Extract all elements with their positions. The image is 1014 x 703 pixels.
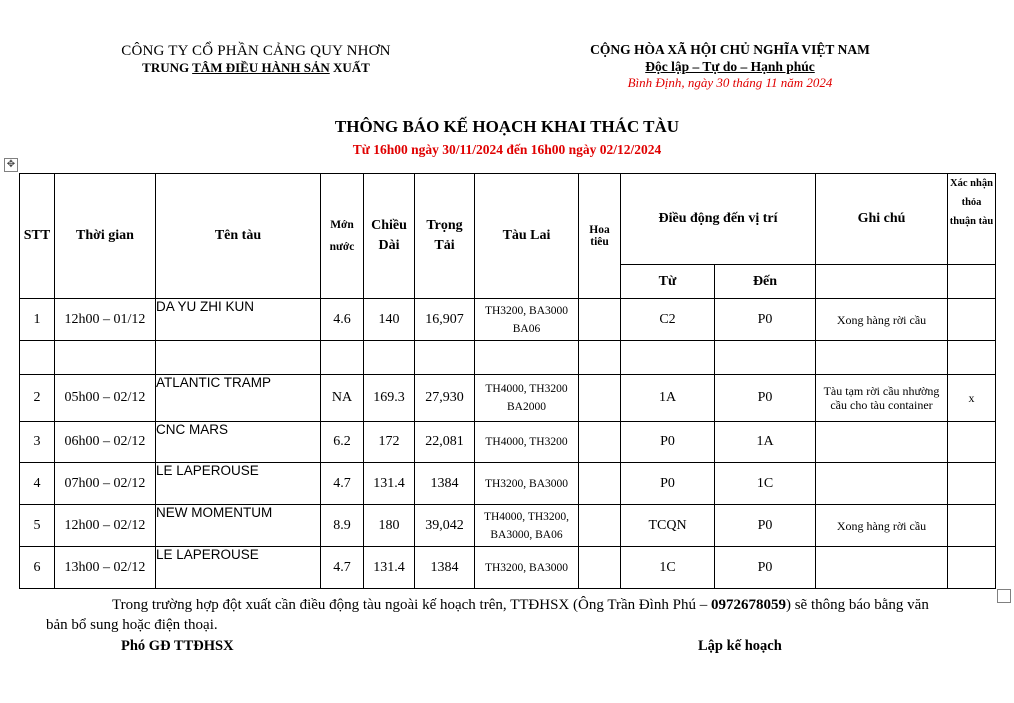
header-note: Ghi chú <box>816 174 948 265</box>
cell-tug: TH4000, TH3200 BA2000 <box>475 375 579 422</box>
cell-tug: TH3200, BA3000 <box>475 547 579 589</box>
resize-handle-icon[interactable] <box>997 589 1011 603</box>
cell-stt: 3 <box>20 422 55 463</box>
cell-tug: TH4000, TH3200, BA3000, BA06 <box>475 505 579 547</box>
header-confirm: Xác nhận thỏa thuận tàu <box>948 174 996 265</box>
cell-vessel-name: DA YU ZHI KUN <box>156 299 321 341</box>
cell-stt: 2 <box>20 375 55 422</box>
cell-note <box>816 422 948 463</box>
cell-dwt <box>415 341 475 375</box>
table-row <box>20 547 996 589</box>
cell-confirm: x <box>948 375 996 422</box>
cell-pilot <box>579 463 621 505</box>
cell-time: 12h00 – 02/12 <box>55 505 156 547</box>
text-cursor <box>995 300 996 320</box>
cell-time: 06h00 – 02/12 <box>55 422 156 463</box>
cell-pilot <box>579 341 621 375</box>
table-row <box>20 299 996 341</box>
company-name: CÔNG TY CỔ PHẦN CẢNG QUY NHƠN <box>121 43 391 59</box>
cell-from: P0 <box>621 422 715 463</box>
center-name-suffix: XUẤT <box>329 60 370 75</box>
nation-name: CỘNG HÒA XÃ HỘI CHỦ NGHĨA VIỆT NAM <box>590 42 870 57</box>
table-row <box>20 505 996 547</box>
cell-to: P0 <box>715 299 816 341</box>
cell-draft <box>321 341 364 375</box>
header-to: Đến <box>715 265 816 299</box>
cell-note: Xong hàng rời cầu <box>816 505 948 547</box>
cell-pilot <box>579 547 621 589</box>
motto: Độc lập – Tự do – Hạnh phúc <box>645 59 815 74</box>
cell-draft: 6.2 <box>321 422 364 463</box>
document-subtitle: Từ 16h00 ngày 30/11/2024 đến 16h00 ngày 02/12/2024 <box>352 142 662 157</box>
cell-length: 172 <box>364 422 415 463</box>
cell-dwt: 1384 <box>415 547 475 589</box>
signature-deputy-director: Phó GĐ TTĐHSX <box>121 638 234 654</box>
cell-vessel-name: NEW MOMENTUM <box>156 505 321 547</box>
cell-length: 131.4 <box>364 463 415 505</box>
cell-stt: 1 <box>20 299 55 341</box>
cell-from: C2 <box>621 299 715 341</box>
header-pilot: Hoa tiêu <box>579 174 621 299</box>
place-date: Bình Định, ngày 30 tháng 11 năm 2024 <box>627 75 833 90</box>
cell-dwt: 16,907 <box>415 299 475 341</box>
cell-to: P0 <box>715 375 816 422</box>
header-note-blank <box>816 265 948 299</box>
cell-draft: 4.7 <box>321 547 364 589</box>
cell-stt: 6 <box>20 547 55 589</box>
footer-phone: 0972678059 <box>710 597 786 613</box>
cell-pilot <box>579 375 621 422</box>
cell-stt: 5 <box>20 505 55 547</box>
cell-tug: TH3200, BA3000 BA06 <box>475 299 579 341</box>
cell-stt <box>20 341 55 375</box>
table-row <box>20 422 996 463</box>
cell-vessel-name: LE LAPEROUSE <box>156 547 321 589</box>
table-header-row <box>20 174 996 265</box>
cell-vessel-name <box>156 341 321 375</box>
cell-tug: TH3200, BA3000 <box>475 463 579 505</box>
table-row <box>20 463 996 505</box>
cell-length: 140 <box>364 299 415 341</box>
cell-confirm <box>948 547 996 589</box>
cell-confirm <box>948 299 996 341</box>
header-dwt: Trọng Tải <box>415 174 475 299</box>
header-draft: Mớn nước <box>321 174 364 299</box>
cell-to <box>715 341 816 375</box>
cell-dwt: 22,081 <box>415 422 475 463</box>
header-from: Từ <box>621 265 715 299</box>
cell-pilot <box>579 505 621 547</box>
header-stt: STT <box>20 174 55 299</box>
footer-note-after: ) sẽ thông báo bằng văn bản bổ sung hoặc điện thoại. <box>46 597 929 633</box>
cell-stt: 4 <box>20 463 55 505</box>
cell-confirm <box>948 422 996 463</box>
cell-time: 13h00 – 02/12 <box>55 547 156 589</box>
cell-pilot <box>579 422 621 463</box>
national-header <box>560 42 900 90</box>
cell-note <box>816 341 948 375</box>
center-name <box>96 60 416 76</box>
cell-tug <box>475 341 579 375</box>
header-confirm-blank <box>948 265 996 299</box>
cell-confirm <box>948 341 996 375</box>
cell-draft: 4.7 <box>321 463 364 505</box>
cell-time: 12h00 – 01/12 <box>55 299 156 341</box>
cell-length: 180 <box>364 505 415 547</box>
header-vessel-name: Tên tàu <box>156 174 321 299</box>
signature-planner: Lập kế hoạch <box>698 638 782 654</box>
cell-from: 1C <box>621 547 715 589</box>
cell-from: TCQN <box>621 505 715 547</box>
cell-from: 1A <box>621 375 715 422</box>
header-length: Chiều Dài <box>364 174 415 299</box>
table-row <box>20 375 996 422</box>
cell-vessel-name: LE LAPEROUSE <box>156 463 321 505</box>
cell-to: 1C <box>715 463 816 505</box>
cell-from <box>621 341 715 375</box>
footer-note-before: Trong trường hợp đột xuất cần điều động tàu ngoài kế hoạch trên, TTĐHSX (Ông Trần Đình Phú – <box>112 597 711 613</box>
cell-to: P0 <box>715 547 816 589</box>
cell-to: P0 <box>715 505 816 547</box>
document-title: THÔNG BÁO KẾ HOẠCH KHAI THÁC TÀU <box>334 117 680 136</box>
cell-length <box>364 341 415 375</box>
cell-note <box>816 463 948 505</box>
cell-vessel-name: ATLANTIC TRAMP <box>156 375 321 422</box>
cell-length: 131.4 <box>364 547 415 589</box>
footer-note <box>46 595 946 635</box>
cell-dwt: 1384 <box>415 463 475 505</box>
vessel-plan-table <box>19 173 996 589</box>
header-tug: Tàu Lai <box>475 174 579 299</box>
cell-dwt: 39,042 <box>415 505 475 547</box>
center-name-underlined: TÂM ĐIỀU HÀNH SẢN <box>192 60 330 75</box>
cell-pilot <box>579 299 621 341</box>
header-time: Thời gian <box>55 174 156 299</box>
company-header <box>96 42 416 76</box>
cell-note: Xong hàng rời cầu <box>816 299 948 341</box>
cell-dwt: 27,930 <box>415 375 475 422</box>
cell-confirm <box>948 505 996 547</box>
center-name-prefix: TRUNG <box>142 60 193 75</box>
cell-draft: 8.9 <box>321 505 364 547</box>
table-row <box>20 341 996 375</box>
cell-confirm <box>948 463 996 505</box>
cell-note <box>816 547 948 589</box>
cell-time: 07h00 – 02/12 <box>55 463 156 505</box>
header-move-to: Điều động đến vị trí <box>621 174 816 265</box>
cell-note: Tàu tạm rời cầu nhường cầu cho tàu container <box>816 375 948 422</box>
cell-draft: 4.6 <box>321 299 364 341</box>
cell-to: 1A <box>715 422 816 463</box>
cell-vessel-name: CNC MARS <box>156 422 321 463</box>
cell-draft: NA <box>321 375 364 422</box>
move-handle-icon[interactable]: ✥ <box>4 158 18 172</box>
cell-length: 169.3 <box>364 375 415 422</box>
cell-time: 05h00 – 02/12 <box>55 375 156 422</box>
cell-time <box>55 341 156 375</box>
cell-tug: TH4000, TH3200 <box>475 422 579 463</box>
cell-from: P0 <box>621 463 715 505</box>
